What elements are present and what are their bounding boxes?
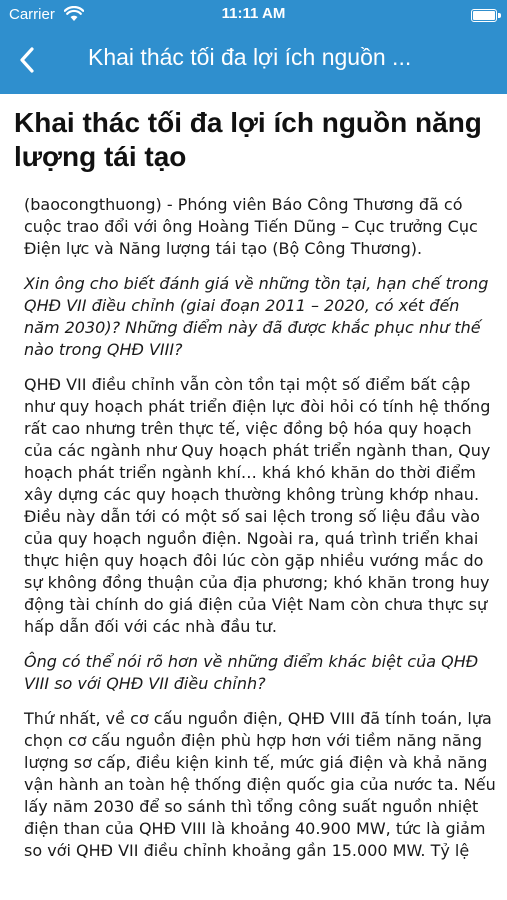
interview-question: Ông có thể nói rõ hơn về những điểm khác biệt của QHĐ VIII so với QHĐ VII điều chỉnh?: [24, 652, 479, 693]
article-title: Khai thác tối đa lợi ích nguồn năng lượng tái tạo: [14, 107, 482, 172]
article-body: [24, 194, 500, 875]
carrier-label: Carrier: [9, 6, 55, 23]
battery-icon: [471, 9, 497, 22]
navigation-bar: [0, 30, 507, 90]
interview-answer: Thứ nhất, về cơ cấu nguồn điện, QHĐ VIII đã tính toán, lựa chọn cơ cấu nguồn điện phù hợp hơn với tiềm năng năng lượng sơ cấp, điều kiện kinh tế, mức giá điện và khả năng vận hành an toàn hệ thống điện quốc gia của nước ta. Nếu lấy năm 2030 để so sánh thì tổng công suất nguồn nhiệt điện than của QHĐ VIII là khoảng 40.900 MW, tức là giảm so với QHĐ VII điều chỉnh khoảng gần 15.000 MW. Tỷ lệ: [24, 709, 496, 860]
chevron-left-icon[interactable]: [14, 44, 42, 76]
article-intro: (baocongthuong) - Phóng viên Báo Công Thương đã có cuộc trao đổi với ông Hoàng Tiến Dũng – Cục trưởng Cục Điện lực và Năng lượng tái tạo (Bộ Công Thương).: [24, 195, 478, 258]
interview-question: Xin ông cho biết đánh giá về những tồn tại, hạn chế trong QHĐ VII điều chỉnh (giai đoạn 2011 – 2020, có xét đến năm 2030)? Những điểm này đã được khắc phục như thế nào trong QHĐ VIII?: [24, 274, 489, 359]
article-view[interactable]: [0, 94, 507, 900]
interview-answer: QHĐ VII điều chỉnh vẫn còn tồn tại một số điểm bất cập như quy hoạch phát triển điện lực đòi hỏi có tính hệ thống rất cao nhưng trên thực tế, việc đồng bộ hóa quy hoạch của các ngành như Quy hoạch phát triển ngành than, Quy hoạch phát triển ngành khí… khá khó khăn do thời điểm xây dựng các quy hoạch thường không trùng khớp nhau. Điều này dẫn tới có một số sai lệch trong số liệu đầu vào của quy hoạch nguồn điện. Ngoài ra, quá trình triển khai thực hiện quy hoạch đôi lúc còn gặp nhiều vướng mắc do sự không đồng thuận của địa phương; khó khăn trong huy động tài chính do giá điện của Việt Nam còn chưa thực sự hấp dẫn đối với các nhà đầu tư.: [24, 375, 491, 636]
status-bar: [0, 0, 507, 30]
nav-title: Khai thác tối đa lợi ích nguồn ...: [88, 44, 412, 70]
status-time: 11:11 AM: [221, 5, 286, 22]
app-header: [0, 0, 507, 94]
